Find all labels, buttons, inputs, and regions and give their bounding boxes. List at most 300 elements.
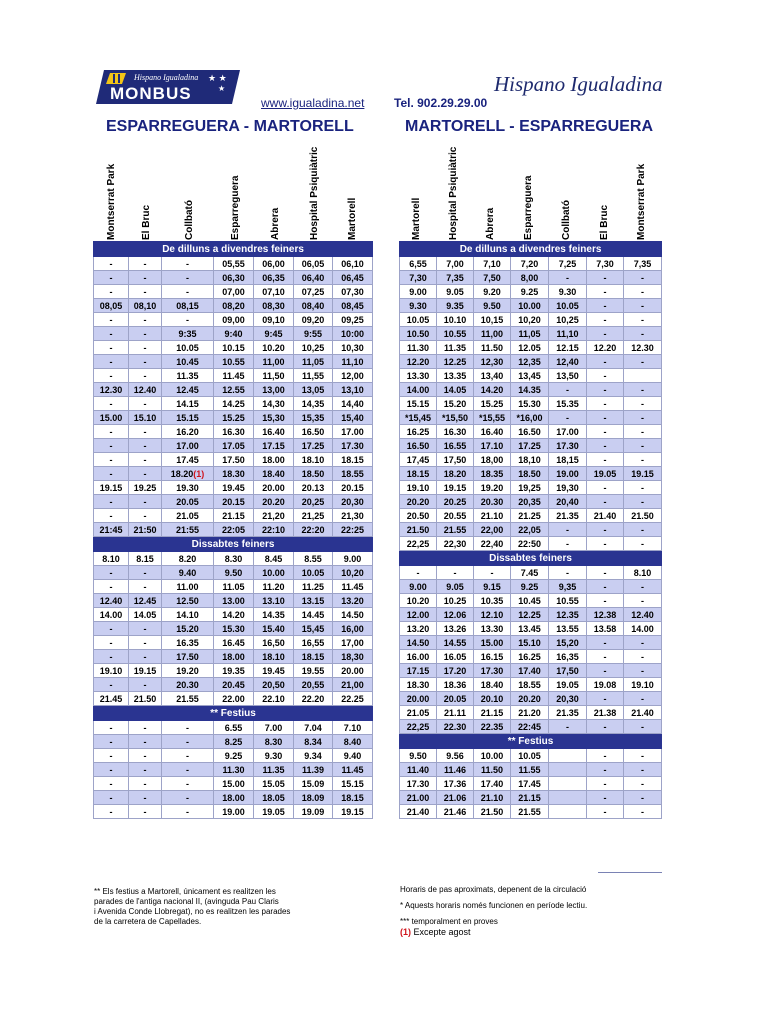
time-cell: [437, 397, 474, 411]
time-value: 15,30: [262, 412, 285, 423]
time-value: 10.05: [176, 342, 199, 353]
time-value: 9.40: [343, 750, 362, 761]
table-row: [94, 411, 373, 425]
time-cell: [624, 257, 662, 271]
time-value: 08,20: [222, 300, 245, 311]
time-value: 06,30: [222, 272, 245, 283]
time-value: 17.50: [222, 454, 245, 465]
note-proves: *** temporalment en proves: [400, 917, 498, 926]
time-cell: [511, 383, 549, 397]
time-cell: [162, 552, 214, 566]
time-value: 11.45: [341, 581, 364, 592]
time-cell: [333, 580, 373, 594]
time-value: 20.05: [176, 496, 199, 507]
time-cell: [549, 509, 587, 523]
time-value: 19,30: [556, 482, 579, 493]
time-value: 19,25: [518, 482, 541, 493]
time-cell: [400, 411, 437, 425]
table-row: [400, 566, 662, 580]
time-cell: [294, 664, 333, 678]
table-row: [94, 664, 373, 678]
time-value: 18.20: [443, 468, 467, 479]
time-cell: [129, 777, 162, 791]
monbus-logo: [96, 70, 240, 104]
time-cell: [549, 749, 587, 763]
time-value: 14.50: [406, 637, 430, 648]
time-cell: [294, 383, 333, 397]
time-cell: [511, 425, 549, 439]
table-row: [94, 355, 373, 369]
time-cell: [624, 411, 662, 425]
time-cell: [624, 299, 662, 313]
time-cell: [294, 453, 333, 467]
time-cell: [333, 608, 373, 622]
time-value: 18.00: [222, 651, 245, 662]
time-cell: [549, 720, 587, 734]
time-value: -: [603, 764, 607, 775]
note-agost-text: Excepte agost: [411, 927, 471, 937]
time-cell: [129, 608, 162, 622]
time-cell: [624, 566, 662, 580]
time-cell: [294, 397, 333, 411]
time-value: 14.00: [406, 384, 430, 395]
time-cell: [129, 735, 162, 749]
time-value: 21.10: [480, 792, 504, 803]
time-cell: [511, 411, 549, 425]
table-row: [94, 594, 373, 608]
time-cell: [437, 411, 474, 425]
time-value: 22,25: [406, 538, 430, 549]
time-value: 11,10: [341, 356, 364, 367]
time-cell: [129, 580, 162, 594]
time-value: 21.00: [406, 792, 430, 803]
time-value: 11.45: [341, 764, 364, 775]
time-cell: [511, 720, 549, 734]
time-value: 9.20: [483, 286, 501, 297]
time-cell: [400, 678, 437, 692]
table-row: [94, 495, 373, 509]
time-value: 21.06: [443, 792, 467, 803]
time-value: 09,20: [301, 314, 325, 325]
time-value: 14,35: [301, 398, 325, 409]
time-cell: [333, 327, 373, 341]
website-link[interactable]: www.igualadina.net: [261, 96, 365, 110]
time-value: -: [109, 314, 113, 325]
time-cell: [294, 692, 333, 706]
time-cell: [624, 495, 662, 509]
time-value: 18.15: [341, 792, 364, 803]
time-cell: [474, 411, 511, 425]
time-cell: [474, 664, 511, 678]
time-value: -: [109, 679, 113, 690]
time-cell: [511, 580, 549, 594]
time-value: 7,00: [446, 258, 464, 269]
time-cell: [94, 580, 129, 594]
time-value: 20.30: [480, 496, 504, 507]
time-value: 21.15: [518, 792, 541, 803]
time-cell: [254, 678, 294, 692]
time-cell: [294, 749, 333, 763]
time-cell: [129, 327, 162, 341]
time-value: 20,55: [301, 679, 325, 690]
time-value: -: [109, 454, 113, 465]
time-cell: [437, 383, 474, 397]
time-value: 17.36: [443, 778, 467, 789]
time-value: 14.20: [222, 609, 245, 620]
time-value: 11.50: [480, 764, 504, 775]
time-value: 9.05: [446, 581, 464, 592]
notes-right: [400, 885, 587, 937]
time-cell: [587, 369, 624, 383]
time-value: 16.30: [222, 426, 245, 437]
time-cell: [549, 439, 587, 453]
time-cell: [94, 495, 129, 509]
time-cell: [254, 313, 294, 327]
time-value: 19.15: [443, 482, 467, 493]
time-value: 22.25: [341, 693, 364, 704]
table-row: [94, 636, 373, 650]
time-cell: [333, 481, 373, 495]
time-value: 11.46: [443, 764, 467, 775]
time-cell: [214, 763, 254, 777]
time-value: 21:55: [175, 524, 200, 535]
time-value: -: [641, 581, 645, 592]
time-cell: [511, 355, 549, 369]
stop-name: Abrera: [485, 207, 496, 240]
table-row: [94, 692, 373, 706]
time-cell: [624, 594, 662, 608]
time-cell: [162, 580, 214, 594]
time-value: 20.20: [406, 496, 430, 507]
table-row: [400, 425, 662, 439]
time-value: 22:05: [221, 524, 246, 535]
time-cell: [254, 552, 294, 566]
time-cell: [214, 285, 254, 299]
time-value: -: [143, 468, 147, 479]
time-cell: [162, 327, 214, 341]
time-cell: [333, 299, 373, 313]
time-value: -: [603, 524, 607, 535]
phone-number: Tel. 902.29.29.00: [394, 96, 488, 110]
time-cell: [587, 706, 624, 720]
table-row: [94, 369, 373, 383]
time-cell: [94, 425, 129, 439]
time-cell: [437, 341, 474, 355]
time-value: 15.10: [518, 637, 541, 648]
time-value: 9.25: [224, 750, 243, 761]
time-value: 17.25: [301, 440, 325, 451]
time-value: 15.40: [262, 623, 285, 634]
time-value: -: [109, 806, 113, 817]
time-value: 9.00: [409, 286, 427, 297]
stop-name: Abrera: [270, 207, 281, 240]
table-row: [400, 313, 662, 327]
time-cell: [214, 425, 254, 439]
time-cell: [294, 636, 333, 650]
table-row: [94, 566, 373, 580]
time-value: 05,55: [222, 258, 245, 269]
time-cell: [400, 636, 437, 650]
time-cell: [254, 523, 294, 537]
time-cell: [587, 791, 624, 805]
time-value: 9.50: [409, 750, 427, 761]
time-value: 22:25: [341, 524, 365, 535]
time-value: 13.35: [443, 370, 467, 381]
time-value: 09,00: [222, 314, 245, 325]
festius-note-line: i Avenida Conde Llobregat), no es realitzen les parades: [94, 907, 291, 916]
time-value: 18,30: [341, 651, 364, 662]
time-cell: [549, 257, 587, 271]
time-value: -: [143, 314, 147, 325]
time-cell: [94, 397, 129, 411]
time-cell: [549, 341, 587, 355]
time-cell: [129, 397, 162, 411]
time-cell: [400, 327, 437, 341]
time-value: 14.20: [480, 384, 504, 395]
time-cell: [162, 805, 214, 819]
time-cell: [214, 636, 254, 650]
time-value: 15.00: [480, 637, 504, 648]
time-cell: [129, 341, 162, 355]
logo-sub: Hispano Igualadina: [134, 73, 199, 82]
time-cell: [333, 664, 373, 678]
time-cell: [624, 650, 662, 664]
time-value: 15,20: [556, 637, 579, 648]
time-value: -: [143, 342, 147, 353]
time-cell: [437, 257, 474, 271]
time-value: 11.40: [406, 764, 430, 775]
time-cell: [624, 664, 662, 678]
time-cell: [294, 257, 333, 271]
time-value: 11,10: [556, 328, 579, 339]
time-cell: [400, 481, 437, 495]
time-cell: [587, 805, 624, 819]
time-cell: [587, 355, 624, 369]
time-value: -: [186, 258, 189, 269]
time-value: 13,45: [518, 370, 541, 381]
time-cell: [587, 439, 624, 453]
time-cell: [129, 805, 162, 819]
time-value: 7.10: [343, 722, 362, 733]
time-value: 18,10: [518, 454, 541, 465]
time-cell: [162, 453, 214, 467]
time-cell: [94, 271, 129, 285]
time-value: 13.10: [262, 595, 285, 606]
time-value: -: [641, 538, 645, 549]
time-cell: [254, 791, 294, 805]
time-value: 19.20: [176, 665, 199, 676]
time-value: 10.00: [480, 750, 504, 761]
time-cell: [549, 271, 587, 285]
time-cell: [94, 763, 129, 777]
time-value: 16.55: [443, 440, 467, 451]
time-value: 11.55: [518, 764, 541, 775]
time-cell: [294, 805, 333, 819]
stop-name: Hospital Psiquiàtric: [448, 146, 459, 240]
time-value: 18.36: [443, 679, 467, 690]
time-value: 21.46: [443, 806, 467, 817]
time-cell: [333, 523, 373, 537]
time-value: 21.15: [480, 707, 504, 718]
time-value: 13.30: [480, 623, 504, 634]
time-value: -: [641, 314, 645, 325]
time-value: 11.30: [222, 764, 245, 775]
time-cell: [129, 692, 162, 706]
time-value: 10.05: [406, 314, 430, 325]
time-value: 21.05: [176, 510, 199, 521]
time-cell: [437, 523, 474, 537]
time-value: 15.35: [556, 398, 579, 409]
stop-name: El Bruc: [141, 204, 152, 240]
time-value: 9.30: [264, 750, 283, 761]
time-cell: [474, 397, 511, 411]
time-cell: [214, 791, 254, 805]
time-cell: [400, 706, 437, 720]
time-cell: [474, 805, 511, 819]
time-value: 10.55: [222, 356, 245, 367]
time-cell: [511, 257, 549, 271]
time-value: 10.25: [443, 595, 467, 606]
time-value: 19.08: [593, 679, 617, 690]
time-value: -: [641, 750, 645, 761]
time-value: -: [186, 736, 189, 747]
section-title: ** Festius: [400, 734, 662, 749]
time-value: -: [143, 286, 147, 297]
time-value: 14.25: [222, 398, 245, 409]
table-row: [94, 467, 373, 481]
time-cell: [624, 453, 662, 467]
time-value: -: [143, 496, 147, 507]
time-cell: [511, 397, 549, 411]
time-value: -: [109, 510, 113, 521]
time-value: -: [143, 792, 147, 803]
time-cell: [474, 369, 511, 383]
time-value: 11,55: [301, 370, 325, 381]
time-value: 10.05: [301, 567, 325, 578]
time-cell: [437, 467, 474, 481]
time-value: 21,00: [341, 679, 364, 690]
time-cell: [254, 805, 294, 819]
time-value: 16.25: [406, 426, 430, 437]
time-value: 16,55: [301, 637, 325, 648]
time-value: 13,05: [301, 384, 325, 395]
time-cell: [587, 650, 624, 664]
time-cell: [549, 594, 587, 608]
time-value: 21.55: [176, 693, 199, 704]
time-value: 7,30: [409, 272, 427, 283]
time-value: -: [566, 538, 569, 549]
time-value: 22,30: [443, 538, 467, 549]
svg-text:★ ★: ★ ★: [208, 73, 227, 83]
time-value: 17,45: [406, 454, 430, 465]
time-value: 22:20: [301, 524, 325, 535]
time-value: 15.15: [176, 412, 199, 423]
time-cell: [333, 749, 373, 763]
time-value: 8,00: [520, 272, 539, 283]
time-cell: [94, 327, 129, 341]
time-cell: [333, 594, 373, 608]
time-value: -: [603, 637, 607, 648]
time-cell: [511, 749, 549, 763]
time-cell: [94, 453, 129, 467]
time-value: 20.30: [176, 679, 199, 690]
time-value: 17.30: [406, 778, 430, 789]
time-value: 12,00: [341, 370, 364, 381]
time-value: 11,05: [301, 356, 325, 367]
time-cell: [129, 425, 162, 439]
time-value: 22,00: [480, 524, 504, 535]
time-cell: [214, 397, 254, 411]
time-value: 9:40: [224, 328, 243, 339]
time-value: 19.10: [406, 482, 430, 493]
stop-name: Martorell: [411, 197, 422, 240]
time-value: 14.35: [262, 609, 285, 620]
time-value: -: [641, 426, 645, 437]
time-value: -: [109, 370, 113, 381]
time-cell: [333, 791, 373, 805]
time-cell: [474, 791, 511, 805]
time-cell: [400, 257, 437, 271]
time-cell: [437, 495, 474, 509]
time-value: -: [641, 398, 645, 409]
time-value: 21,25: [301, 510, 325, 521]
time-value: 12.40: [133, 384, 157, 395]
section-header: [400, 551, 662, 566]
time-cell: [94, 313, 129, 327]
time-value: 7,50: [483, 272, 501, 283]
time-cell: [129, 313, 162, 327]
time-value: -: [109, 440, 113, 451]
time-value: 18.10: [301, 454, 325, 465]
time-cell: [549, 777, 587, 791]
time-cell: [511, 678, 549, 692]
time-cell: [587, 580, 624, 594]
time-cell: [294, 622, 333, 636]
time-value: 22.10: [262, 693, 285, 704]
time-cell: [624, 425, 662, 439]
time-value: 14.45: [301, 609, 325, 620]
time-value: 12.10: [480, 609, 504, 620]
time-cell: [511, 537, 549, 551]
time-value: -: [143, 778, 147, 789]
table-row: [400, 692, 662, 706]
time-cell: [400, 594, 437, 608]
time-cell: [587, 299, 624, 313]
table-row: [94, 313, 373, 327]
time-value: 17.10: [480, 440, 504, 451]
time-cell: [129, 763, 162, 777]
time-cell: [549, 495, 587, 509]
time-value: 22.00: [222, 693, 245, 704]
time-cell: [333, 777, 373, 791]
time-cell: [333, 355, 373, 369]
time-cell: [294, 341, 333, 355]
time-value: 17.15: [406, 665, 430, 676]
time-cell: [474, 523, 511, 537]
time-cell: [474, 299, 511, 313]
time-cell: [129, 566, 162, 580]
time-cell: [587, 341, 624, 355]
section-header: [400, 242, 662, 257]
time-cell: [294, 594, 333, 608]
table-row: [400, 636, 662, 650]
time-cell: [162, 271, 214, 285]
time-cell: [94, 791, 129, 805]
time-value: 11,05: [518, 328, 541, 339]
time-cell: [333, 805, 373, 819]
time-value: 18.40: [480, 679, 504, 690]
time-cell: [587, 271, 624, 285]
